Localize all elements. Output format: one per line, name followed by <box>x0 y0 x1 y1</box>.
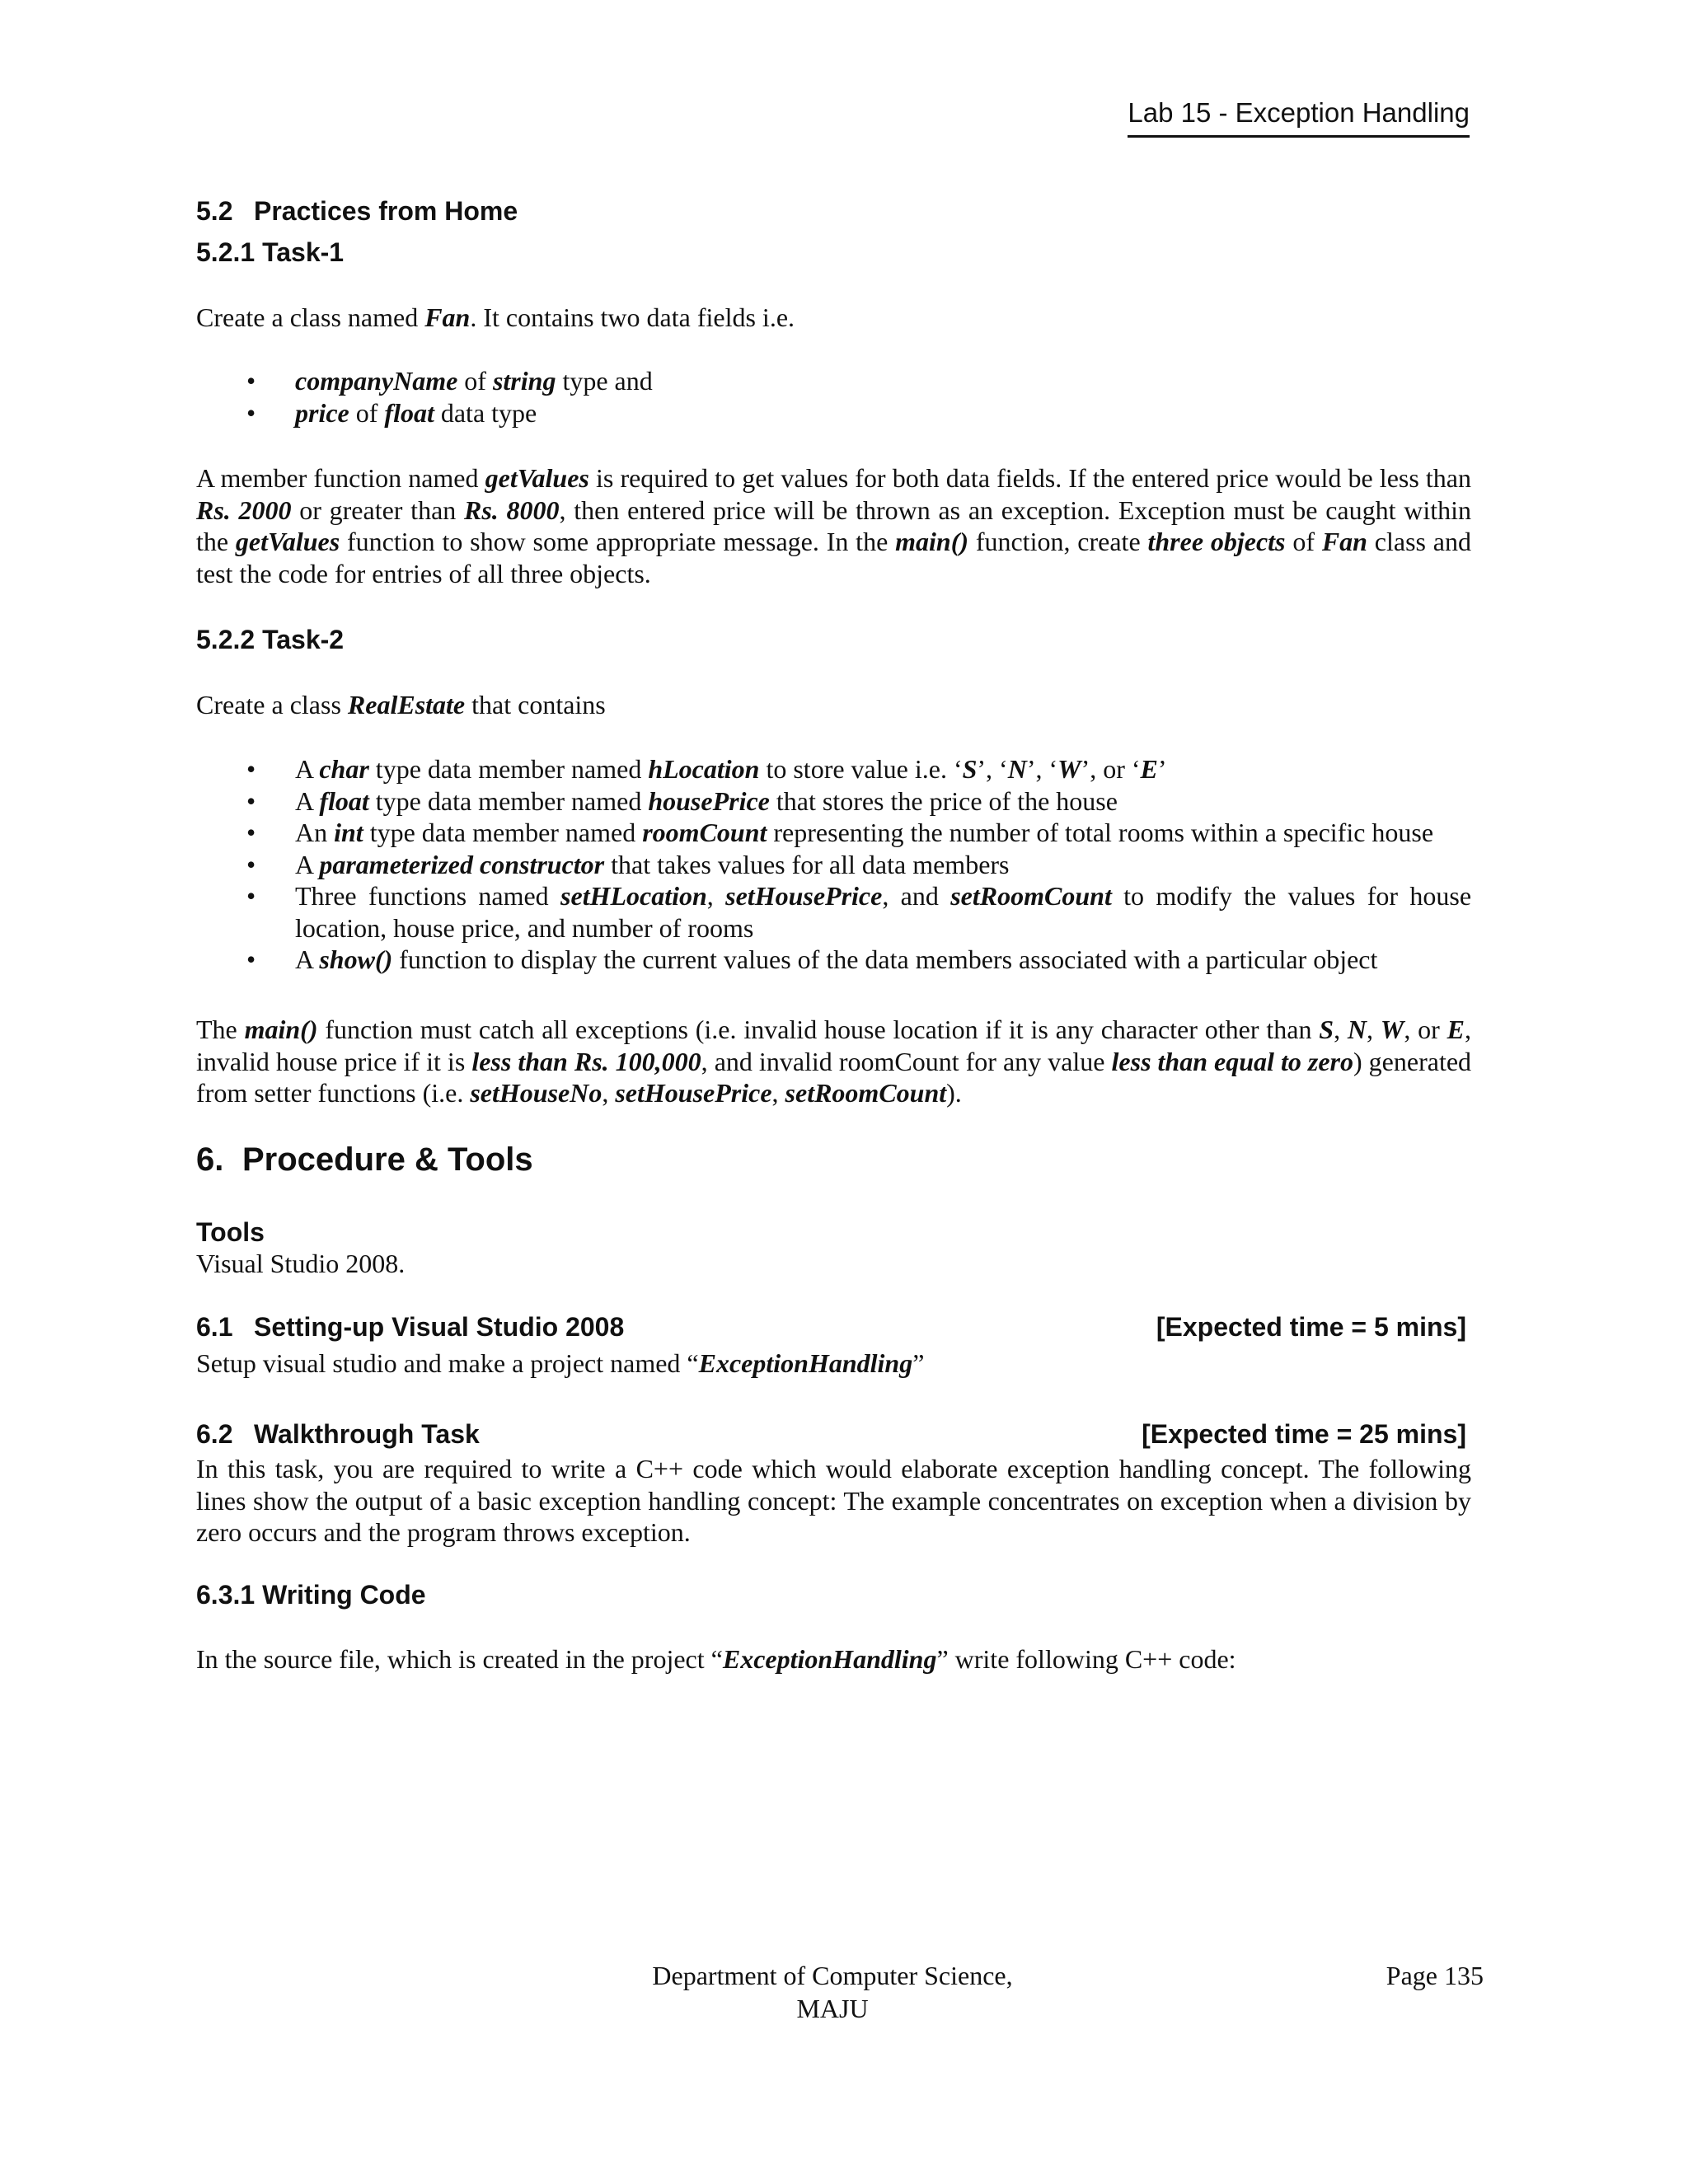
section-6-3-1-text: In the source file, which is created in the project “ExceptionHandling” write following C++ code: <box>196 1644 1236 1674</box>
task-1-heading: 5.2.1 Task-1 <box>196 237 345 267</box>
task-2-member-list <box>196 753 1471 976</box>
section-title: Setting-up Visual Studio 2008 <box>254 1312 625 1342</box>
section-title: Walkthrough Task <box>254 1419 480 1449</box>
expected-time: [Expected time = 25 mins] <box>1142 1419 1466 1449</box>
section-6-2-heading <box>196 1419 1471 1450</box>
list-item: • A show() function to display the current values of the data members associated with a particular object <box>196 944 1471 976</box>
list-item: • companyName of string type and <box>196 365 1471 397</box>
task-2-intro: Create a class RealEstate that contains <box>196 690 606 719</box>
section-title: Practices from Home <box>254 196 518 226</box>
list-item: • Three functions named setHLocation, setHousePrice, and setRoomCount to modify the values for house location, house price, and number of rooms <box>196 880 1471 944</box>
section-number: 5.2 <box>196 196 233 226</box>
running-header: Lab 15 - Exception Handling <box>1128 97 1470 138</box>
section-title: Procedure & Tools <box>242 1141 533 1178</box>
section-6-heading <box>196 1141 1471 1179</box>
task-1-field-list <box>196 365 1471 429</box>
expected-time: [Expected time = 5 mins] <box>1156 1312 1466 1342</box>
task-1-intro: Create a class named Fan. It contains two data fields i.e. <box>196 302 795 332</box>
task-1-paragraph: A member function named getValues is required to get values for both data fields. If the entered price would be less than Rs. 2000 or greater than Rs. 8000, then entered price will be thrown as an exception. Exception must be caught within the getValues function to show some appropriate message. In the main() function, create three objects of Fan class and test the code for entries of all three objects. <box>196 463 1472 588</box>
section-number: 6. <box>196 1141 224 1178</box>
footer-department: Department of Computer Science, MAJU <box>652 1961 1013 2023</box>
tools-text: Visual Studio 2008. <box>196 1249 406 1278</box>
section-6-1-text: Setup visual studio and make a project named “ExceptionHandling” <box>196 1348 925 1378</box>
section-number: 6.1 <box>196 1312 233 1342</box>
task-2-heading: 5.2.2 Task-2 <box>196 625 345 654</box>
tools-heading: Tools <box>196 1217 265 1247</box>
list-item: • A float type data member named housePrice that stores the price of the house <box>196 785 1471 818</box>
page-number: Page 135 <box>1386 1961 1484 1990</box>
list-item: • price of float data type <box>196 397 1471 429</box>
section-6-3-1-heading: 6.3.1 Writing Code <box>196 1580 426 1610</box>
list-item: • A parameterized constructor that takes values for all data members <box>196 849 1471 881</box>
section-number: 6.2 <box>196 1419 233 1449</box>
section-5-2-heading <box>196 196 1471 227</box>
section-6-1-heading <box>196 1312 1471 1343</box>
list-item: • An int type data member named roomCount representing the number of total rooms within a specific house <box>196 817 1471 849</box>
section-6-2-text: In this task, you are required to write a C++ code which would elaborate exception handling concept. The following lines show the output of a basic exception handling concept: The example concentrates on exception when a division by zero occurs and the program throws exception. <box>196 1454 1471 1547</box>
task-2-paragraph: The main() function must catch all exceptions (i.e. invalid house location if it is any character other than S, N, W, or E, invalid house price if it is less than Rs. 100,000, and invalid roomCount for any value less than equal to zero) generated from setter functions (i.e. setHouseNo, setHousePrice, setRoomCount). <box>196 1015 1472 1108</box>
list-item: • A char type data member named hLocation to store value i.e. ‘S’, ‘N’, ‘W’, or ‘E’ <box>196 753 1471 785</box>
